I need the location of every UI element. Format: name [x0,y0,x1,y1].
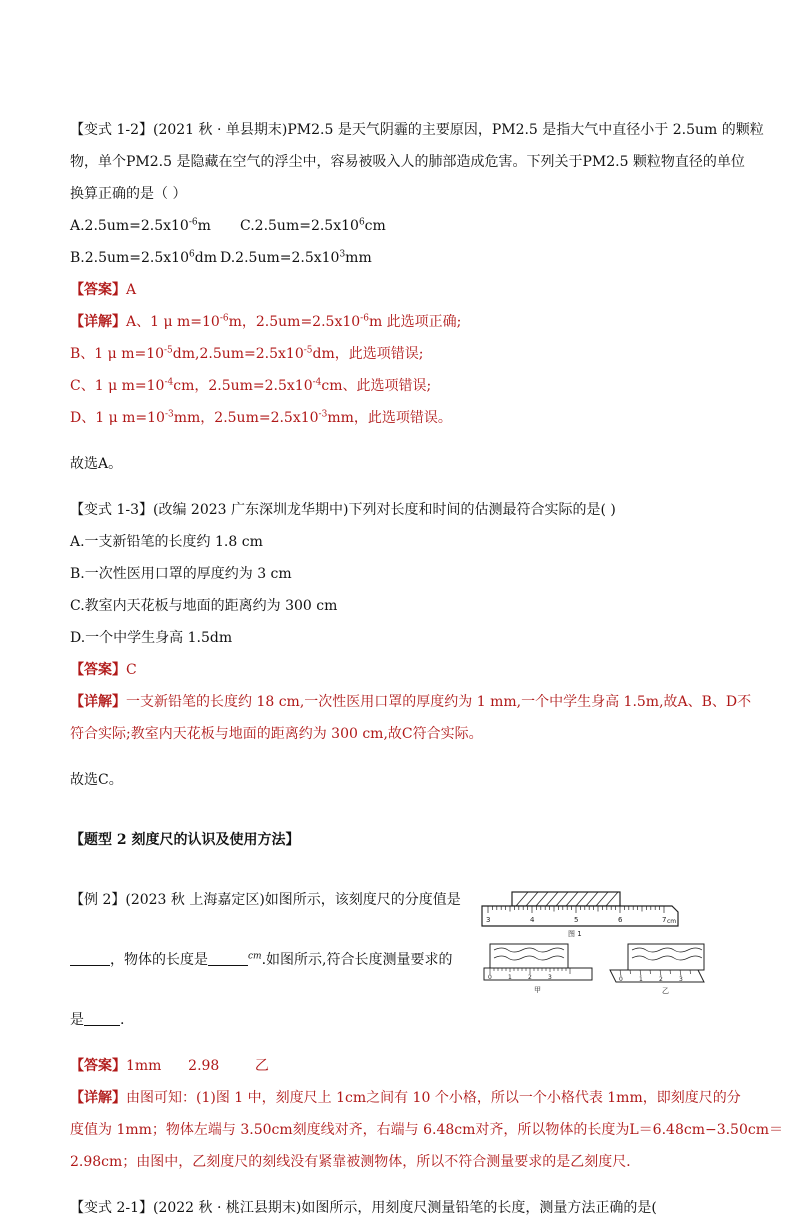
answer-line: 【答案】A [70,282,137,298]
fig1-tick-label: 7 [662,916,667,924]
question-text: 物，单个PM2.5 是隐藏在空气的浮尘中，容易被吸入人的肺部造成危害。下列关于PM2.5 颗粒物直径的单位 [70,154,745,170]
question-text: 【变式 1-3】(改编 2023 广东深圳龙华期中)下列对长度和时间的估测最符合实际的是( ) [70,502,616,518]
option-b: $B.2.5um=2.5x10^6dm$ [70,249,217,266]
yi-tick-label: 2 [659,976,663,983]
ruler-body [482,906,678,926]
conclusion-line: 故选A。 [70,456,123,472]
jia-tick-label: 3 [548,974,552,981]
option-d: $D.2.5um=2.5x10^3mm$ [220,249,372,266]
fig1-tick-label: 4 [530,916,535,924]
document-page [70,120,783,1232]
question-text: 换算正确的是（ ） [70,186,187,202]
yi-tick-label: 0 [619,976,623,983]
option-c: $C.2.5um=2.5x10^6cm$ [240,217,386,234]
question-text: 【变式 1-2】(2021 秋 · 单县期末)PM2.5 是天气阴霾的主要原因，PM2.5 是指大气中直径小于 2.5um 的颗粒 [70,122,764,138]
options-row [70,248,730,268]
answer-line: 【答案】C [70,662,137,678]
ruler-figure-svg [480,890,730,1002]
detail-line: D、1 μ $m=10^{-3}mm$，$2.5um=2.5x10^{-3}mm$，此选项错误。 [70,409,452,426]
answer-blank[interactable] [208,951,248,966]
option-a: A.一支新铅笔的长度约 1.8 cm [70,534,263,550]
detail-line: 【详解】一支新铅笔的长度约 18 cm,一次性医用口罩的厚度约为 1 mm,一个中学生身高 1.5m,故A、B、D不 [70,694,752,710]
jia-label: 甲 [534,986,541,994]
yi-tick-label: 1 [639,976,643,983]
jia-tick-label: 2 [528,974,532,981]
fig1-unit-label: cm [667,918,677,925]
fig1-tick-label: 3 [486,916,491,924]
options-row [70,216,730,236]
answer-blank[interactable] [84,1011,120,1026]
answer-line: 【答案】1mm 2.98 乙 [70,1058,269,1074]
yi-label: 乙 [662,987,669,995]
jia-tick-label: 1 [508,974,512,981]
question-v2-1: 【变式 2-1】(2022 秋 · 桃江县期末)如图所示，用刻度尺测量铅笔的长度，测量方法正确的是( [70,1200,657,1216]
fig1-caption: 图 1 [568,930,582,938]
detail-line: B、1 μ $m=10^{-5}dm,2.5um=2.5x10^{-5}dm$，此选项错误; [70,345,424,362]
answer-v1-3 [70,660,752,744]
yi-ruler [610,970,704,982]
question-v1-3 [70,500,730,648]
option-a: $A.2.5um=2.5x10^{-6}m$ [70,217,211,234]
question-text: 是 . [70,1012,125,1028]
answer-v1-2 [70,280,730,428]
option-b: B.一次性医用口罩的厚度约为 3 cm [70,566,292,582]
fig1-tick-label: 6 [618,916,623,924]
detail-line: 【详解】由图可知：(1)图 1 中，刻度尺上 1cm之间有 10 个小格，所以一个小格代表 1mm，即刻度尺的分 [70,1090,741,1106]
ruler-jia [484,944,592,994]
detail-line: 度值为 1mm；物体左端与 3.50cm刻度线对齐，右端与 6.48cm对齐，所以物体的长度为L＝6.48cm−3.50cm＝ [70,1122,783,1138]
ruler-figure [480,890,730,1002]
example-2 [70,890,730,1030]
detail-line: 符合实际;教室内天花板与地面的距离约为 300 cm,故C符合实际。 [70,726,483,742]
fig1-tick-label: 5 [574,916,579,924]
detail-line: 2.98cm；由图中，乙刻度尺的刻线没有紧靠被测物体，所以不符合测量要求的是乙刻度尺． [70,1154,641,1170]
answer-ex2 [70,1056,783,1172]
answer-blank[interactable] [70,951,110,966]
jia-tick-label: 0 [488,974,492,981]
section-heading: 【题型 2 刻度尺的认识及使用方法】 [70,832,300,848]
question-text: 【例 2】(2023 秋 上海嘉定区)如图所示，该刻度尺的分度值是 [70,892,461,908]
ruler-yi [610,944,704,995]
question-v1-2 [70,120,764,268]
question-text: ，物体的长度是 $^{cm}$.如图所示,符合长度测量要求的 [70,950,730,970]
yi-tick-label: 3 [679,976,683,983]
option-c: C.教室内天花板与地面的距离约为 300 cm [70,598,338,614]
detail-line: C、1 μ $m=10^{-4}cm$，$2.5um=2.5x10^{-4}cm$、此选项错误; [70,377,432,394]
detail-line: 【详解】A、1 μ $m=10^{-6}m$，$2.5um=2.5x10^{-6}m$ 此选项正确; [70,313,462,330]
conclusion-line: 故选C。 [70,772,123,788]
option-d: D.一个中学生身高 1.5dm [70,630,233,646]
